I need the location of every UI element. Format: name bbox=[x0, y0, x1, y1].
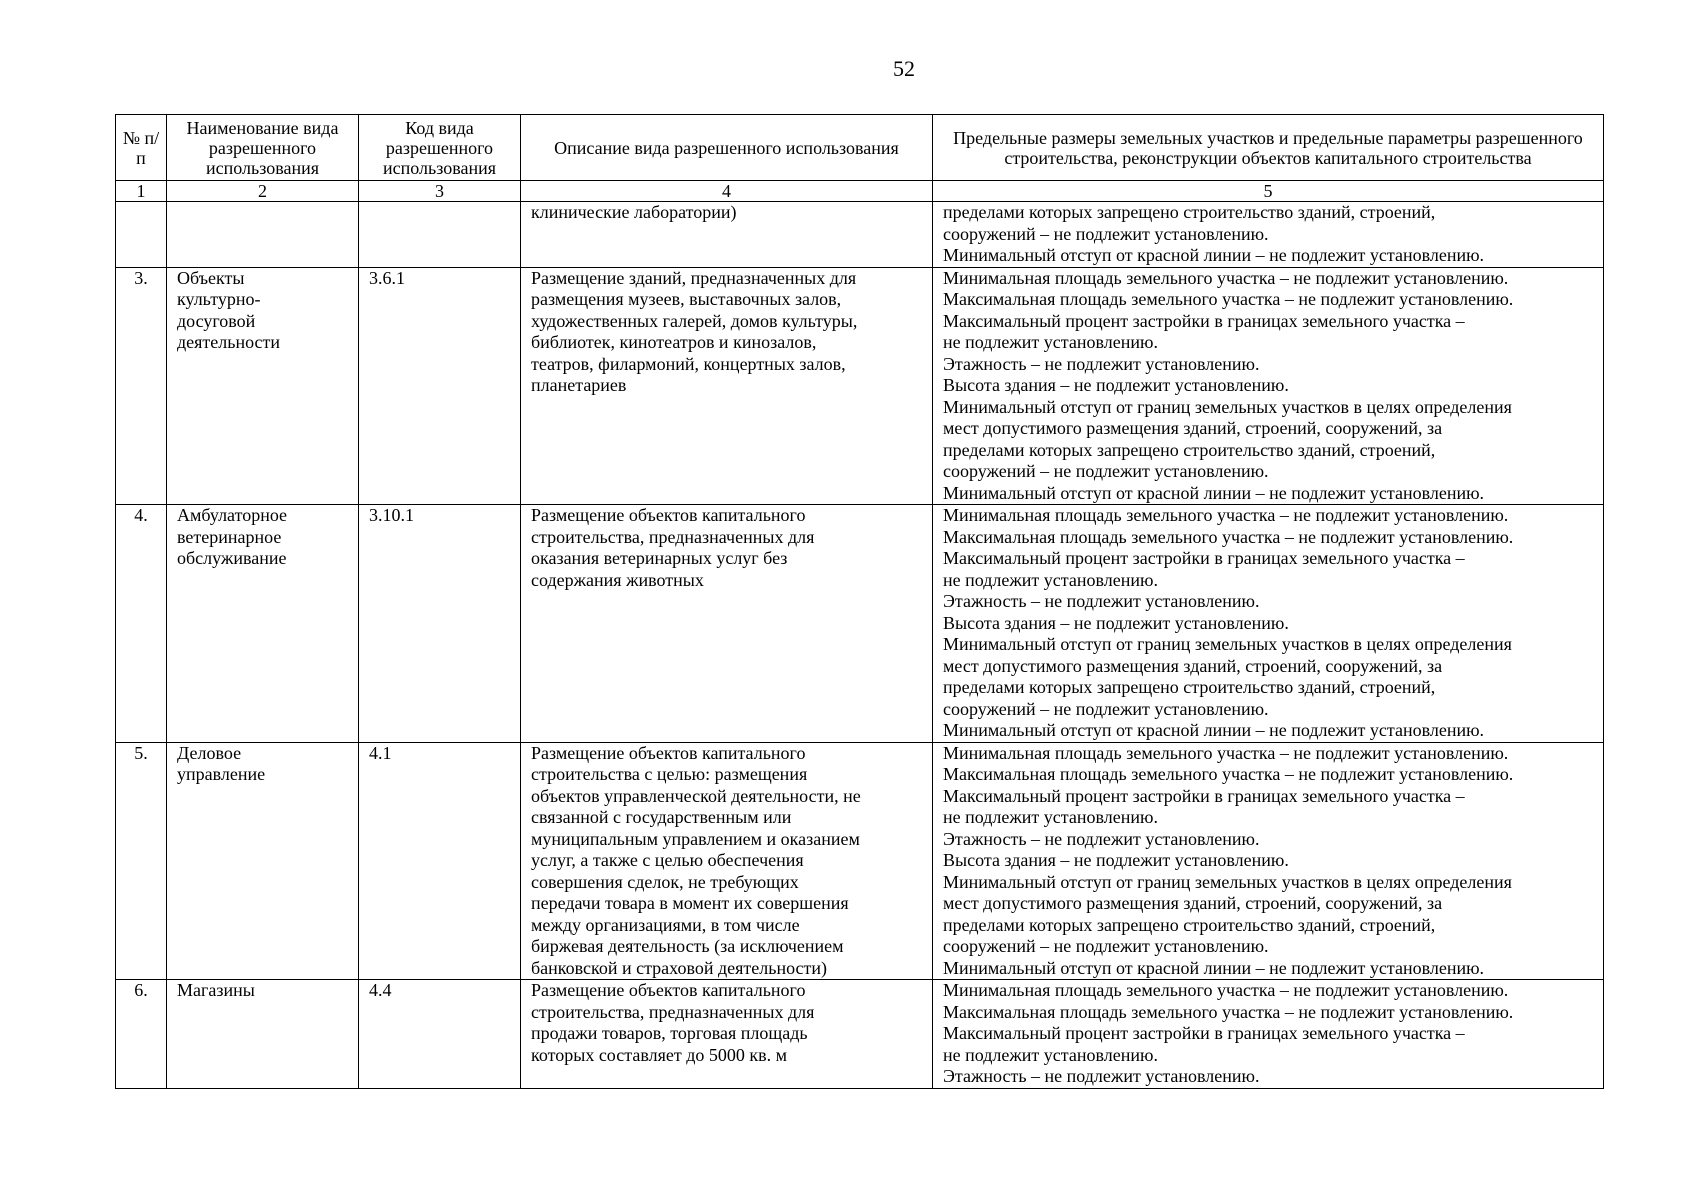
cell-parameters bbox=[933, 742, 1604, 980]
cell-description bbox=[521, 202, 933, 268]
description-line: оказания ветеринарных услуг без bbox=[531, 548, 788, 568]
cell-code: 3.6.1 bbox=[359, 267, 521, 505]
parameter-line: мест допустимого размещения зданий, строений, сооружений, за bbox=[943, 418, 1443, 438]
parameter-line: не подлежит установлению. bbox=[943, 332, 1158, 352]
description-line: связанной с государственным или bbox=[531, 807, 792, 827]
cell-description bbox=[521, 742, 933, 980]
parameter-line: сооружений – не подлежит установлению. bbox=[943, 698, 1269, 719]
description-line: передачи товара в момент их совершения bbox=[531, 893, 849, 913]
column-number: 1 bbox=[116, 181, 167, 202]
cell-parameters bbox=[933, 202, 1604, 268]
description-line: Размещение объектов капитального bbox=[531, 505, 806, 525]
name-line: досуговой bbox=[177, 310, 256, 331]
parameter-line: Максимальный процент застройки в границах земельного участка – bbox=[943, 785, 1465, 806]
description-line: размещения музеев, выставочных залов, bbox=[531, 289, 842, 309]
header-description: Описание вида разрешенного использования bbox=[521, 115, 933, 181]
parameter-line: Этажность – не подлежит установлению. bbox=[943, 353, 1260, 374]
parameter-line: Минимальный отступ от границ земельных участков в целях определения bbox=[943, 396, 1512, 417]
parameter-line: пределами которых запрещено строительство зданий, строений, bbox=[943, 677, 1436, 697]
header-name: Наименование вида разрешенного использования bbox=[167, 115, 359, 181]
name-line: Амбулаторное bbox=[177, 505, 288, 525]
cell-description bbox=[521, 505, 933, 743]
description-line: биржевая деятельность (за исключением bbox=[531, 936, 844, 956]
header-code: Код вида разрешенного использования bbox=[359, 115, 521, 181]
parameter-line: Высота здания – не подлежит установлению. bbox=[943, 375, 1289, 395]
table-header-row bbox=[116, 115, 1604, 181]
cell-parameters bbox=[933, 267, 1604, 505]
parameter-line: Максимальный процент застройки в границах земельного участка – bbox=[943, 1023, 1465, 1043]
description-line: художественных галерей, домов культуры, bbox=[531, 310, 858, 331]
cell-name bbox=[167, 742, 359, 980]
description-line: клинические лаборатории) bbox=[531, 202, 737, 222]
name-line: обслуживание bbox=[177, 548, 287, 568]
column-numbers-row bbox=[116, 181, 1604, 202]
name-line: деятельности bbox=[177, 332, 281, 352]
cell-description bbox=[521, 267, 933, 505]
description-line: которых составляет до 5000 кв. м bbox=[531, 1044, 787, 1065]
parameter-line: пределами которых запрещено строительство зданий, строений, bbox=[943, 202, 1436, 222]
parameter-line: Минимальная площадь земельного участка – не подлежит установлению. bbox=[943, 742, 1509, 763]
table-row bbox=[116, 742, 1604, 980]
description-line: банковской и страховой деятельности) bbox=[531, 957, 828, 978]
parameter-line: Минимальный отступ от красной линии – не подлежит установлению. bbox=[943, 720, 1485, 740]
parameter-line: пределами которых запрещено строительство зданий, строений, bbox=[943, 914, 1436, 935]
description-line: Размещение объектов капитального bbox=[531, 742, 806, 763]
column-number: 2 bbox=[167, 181, 359, 202]
cell-num: 5. bbox=[116, 742, 167, 980]
description-line: Размещение объектов капитального bbox=[531, 980, 806, 1000]
parameter-line: Максимальная площадь земельного участка – не подлежит установлению. bbox=[943, 526, 1514, 547]
description-line: содержания животных bbox=[531, 569, 704, 590]
parameter-line: Минимальная площадь земельного участка – не подлежит установлению. bbox=[943, 980, 1509, 1000]
parameter-line: Этажность – не подлежит установлению. bbox=[943, 591, 1260, 611]
parameter-line: не подлежит установлению. bbox=[943, 807, 1158, 827]
header-num: № п/п bbox=[116, 115, 167, 181]
description-line: совершения сделок, не требующих bbox=[531, 871, 799, 892]
parameter-line: Этажность – не подлежит установлению. bbox=[943, 828, 1260, 849]
description-line: планетариев bbox=[531, 375, 627, 395]
column-number: 5 bbox=[933, 181, 1604, 202]
cell-name bbox=[167, 202, 359, 268]
parameter-line: Максимальный процент застройки в границах земельного участка – bbox=[943, 310, 1465, 331]
parameter-line: сооружений – не подлежит установлению. bbox=[943, 461, 1269, 481]
parameter-line: Высота здания – не подлежит установлению. bbox=[943, 850, 1289, 870]
description-line: муниципальным управлением и оказанием bbox=[531, 828, 860, 849]
description-line: строительства, предназначенных для bbox=[531, 1001, 815, 1022]
parameter-line: Минимальный отступ от красной линии – не подлежит установлению. bbox=[943, 482, 1485, 503]
name-line: Объекты bbox=[177, 267, 245, 288]
parameter-line: мест допустимого размещения зданий, строений, сооружений, за bbox=[943, 893, 1443, 913]
parameter-line: Минимальный отступ от красной линии – не подлежит установлению. bbox=[943, 245, 1485, 265]
parameter-line: Минимальная площадь земельного участка – не подлежит установлению. bbox=[943, 505, 1509, 525]
continuation-row bbox=[116, 202, 1604, 268]
parameter-line: Этажность – не подлежит установлению. bbox=[943, 1066, 1260, 1086]
parameter-line: пределами которых запрещено строительство зданий, строений, bbox=[943, 439, 1436, 460]
cell-parameters bbox=[933, 980, 1604, 1089]
description-line: строительства с целью: размещения bbox=[531, 764, 808, 784]
description-line: Размещение зданий, предназначенных для bbox=[531, 267, 857, 288]
cell-num: 3. bbox=[116, 267, 167, 505]
description-line: продажи товаров, торговая площадь bbox=[531, 1023, 808, 1043]
description-line: строительства, предназначенных для bbox=[531, 526, 815, 547]
name-line: Магазины bbox=[177, 980, 255, 1000]
cell-code: 4.4 bbox=[359, 980, 521, 1089]
cell-parameters bbox=[933, 505, 1604, 743]
cell-num: 4. bbox=[116, 505, 167, 743]
header-parameters: Предельные размеры земельных участков и предельные параметры разрешенного строительства, реконструкции объектов капитального строительства bbox=[933, 115, 1604, 181]
description-line: библиотек, кинотеатров и кинозалов, bbox=[531, 332, 817, 352]
land-use-table bbox=[115, 114, 1604, 1089]
description-line: услуг, а также с целью обеспечения bbox=[531, 850, 804, 870]
cell-name bbox=[167, 267, 359, 505]
cell-name bbox=[167, 505, 359, 743]
name-line: Деловое bbox=[177, 742, 242, 763]
cell-code bbox=[359, 202, 521, 268]
column-number: 4 bbox=[521, 181, 933, 202]
cell-num bbox=[116, 202, 167, 268]
cell-code: 3.10.1 bbox=[359, 505, 521, 743]
name-line: управление bbox=[177, 764, 266, 784]
parameter-line: сооружений – не подлежит установлению. bbox=[943, 936, 1269, 956]
parameter-line: Максимальная площадь земельного участка – не подлежит установлению. bbox=[943, 289, 1514, 309]
parameter-line: сооружений – не подлежит установлению. bbox=[943, 223, 1269, 244]
column-number: 3 bbox=[359, 181, 521, 202]
cell-code: 4.1 bbox=[359, 742, 521, 980]
parameter-line: Минимальный отступ от границ земельных участков в целях определения bbox=[943, 634, 1512, 654]
parameter-line: Минимальный отступ от красной линии – не подлежит установлению. bbox=[943, 957, 1485, 978]
description-line: театров, филармоний, концертных залов, bbox=[531, 353, 846, 374]
parameter-line: мест допустимого размещения зданий, строений, сооружений, за bbox=[943, 655, 1443, 676]
cell-name bbox=[167, 980, 359, 1089]
cell-description bbox=[521, 980, 933, 1089]
cell-num: 6. bbox=[116, 980, 167, 1089]
table-row bbox=[116, 267, 1604, 505]
parameter-line: не подлежит установлению. bbox=[943, 1044, 1158, 1065]
description-line: между организациями, в том числе bbox=[531, 914, 800, 935]
parameter-line: не подлежит установлению. bbox=[943, 569, 1158, 590]
parameter-line: Максимальная площадь земельного участка – не подлежит установлению. bbox=[943, 1001, 1514, 1022]
parameter-line: Максимальная площадь земельного участка – не подлежит установлению. bbox=[943, 764, 1514, 784]
page-number: 52 bbox=[893, 56, 915, 81]
table-row bbox=[116, 980, 1604, 1089]
parameter-line: Высота здания – не подлежит установлению. bbox=[943, 612, 1289, 633]
name-line: культурно- bbox=[177, 289, 261, 309]
name-line: ветеринарное bbox=[177, 526, 282, 547]
parameter-line: Минимальная площадь земельного участка – не подлежит установлению. bbox=[943, 267, 1509, 288]
parameter-line: Минимальный отступ от границ земельных участков в целях определения bbox=[943, 871, 1512, 892]
description-line: объектов управленческой деятельности, не bbox=[531, 785, 861, 806]
table-row bbox=[116, 505, 1604, 743]
parameter-line: Максимальный процент застройки в границах земельного участка – bbox=[943, 548, 1465, 568]
